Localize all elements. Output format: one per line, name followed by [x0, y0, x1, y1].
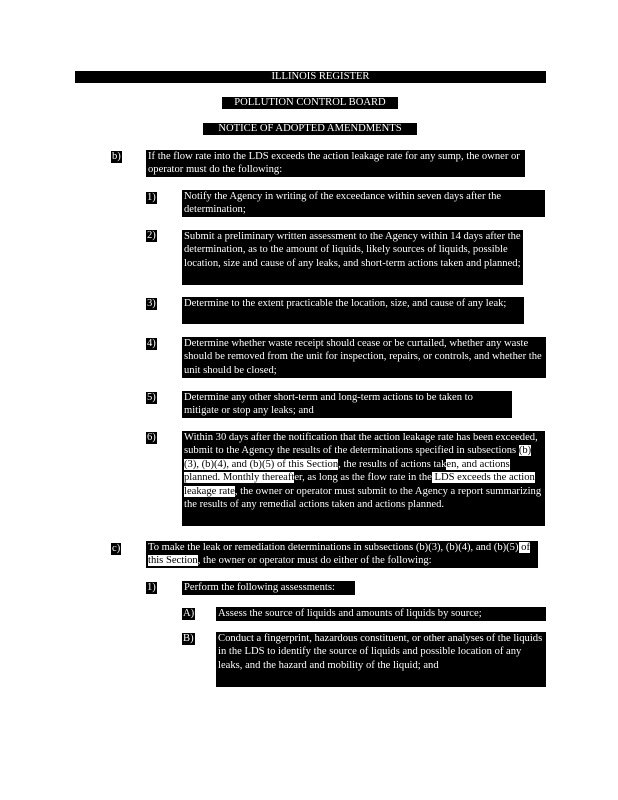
notice-title: NOTICE OF ADOPTED AMENDMENTS	[203, 123, 417, 135]
section-c-text-part-3: , the owner or operator must do either of the following:	[197, 555, 432, 567]
register-header-bar	[75, 71, 546, 83]
item-b6-text-part-7: , the owner or operator must submit to the Agency a report summarizing the results of any remedial actions taken and actions planned.	[184, 485, 542, 511]
item-b1-text: Notify the Agency in writing of the exceedance within seven days after the determination;	[182, 190, 545, 217]
item-b3-label: 3)	[147, 298, 156, 309]
item-b4-text: Determine whether waste receipt should cease or be curtailed, whether any waste should be removed from the unit for inspection, repairs, or controls, and whether the unit should be closed;	[182, 337, 546, 378]
section-c-text	[146, 541, 538, 568]
item-b2-text: Submit a preliminary written assessment to the Agency within 14 days after the determination, as to the amount of liquids, likely sources of liquids, possible location, size and cause of any leaks, and short-term actions taken and planned;	[182, 230, 523, 285]
item-b6-text-part-5: er, as long as the flow rate in the	[294, 472, 432, 484]
item-b6-redacted-monthly: en, and actions planned. Monthly thereaft	[184, 458, 510, 484]
item-b6-label: 6)	[147, 432, 156, 443]
section-b-label: b)	[112, 151, 121, 162]
item-b6-text	[182, 431, 545, 526]
item-b6-text-part-3: , the results of actions tak	[338, 458, 447, 470]
subitem-c1a-label: A)	[183, 608, 195, 619]
item-b1-label: 1)	[147, 192, 156, 203]
item-b3-text: Determine to the extent practicable the location, size, and cause of any leak;	[182, 297, 524, 324]
item-c1-text: Perform the following assessments:	[182, 581, 355, 595]
section-c-text-part-1: To make the leak or remediation determinations in subsections (b)(3), (b)(4), and (b)(5)	[148, 542, 519, 553]
item-b6-redacted-lds: LDS exceeds the action leakage rate	[184, 472, 535, 497]
register-title: ILLINOIS REGISTER	[271, 71, 370, 82]
item-b6-text-part-1: Within 30 days after the notification that the action leakage rate has been exceeded, submit to the Agency the results of the determinations specified in subsections	[184, 432, 538, 457]
board-title: POLLUTION CONTROL BOARD	[222, 97, 398, 109]
section-c-label: c)	[112, 543, 121, 554]
item-b6-redacted-ref: (b)(3), (b)(4), and (b)(5) of this Section	[184, 445, 532, 470]
item-b2-label: 2)	[147, 230, 156, 241]
item-b5-text: Determine any other short-term and long-term actions to be taken to mitigate or stop any leaks; and	[182, 391, 512, 418]
subitem-c1a-text: Assess the source of liquids and amounts of liquids by source;	[216, 607, 546, 621]
section-b-text: If the flow rate into the LDS exceeds the action leakage rate for any sump, the owner or operator must do the following:	[146, 150, 525, 177]
section-c-redacted-ref: of this Section	[148, 542, 530, 567]
item-c1-label: 1)	[147, 582, 156, 593]
subitem-c1b-text: Conduct a fingerprint, hazardous constituent, or other analyses of the liquids in the LDS to identify the source of liquids and possible location of any leaks, and the hazard and mobility of the liquid; and	[216, 632, 546, 687]
subitem-c1b-label: B)	[183, 633, 194, 644]
item-b4-label: 4)	[147, 338, 156, 349]
item-b5-label: 5)	[147, 392, 156, 403]
